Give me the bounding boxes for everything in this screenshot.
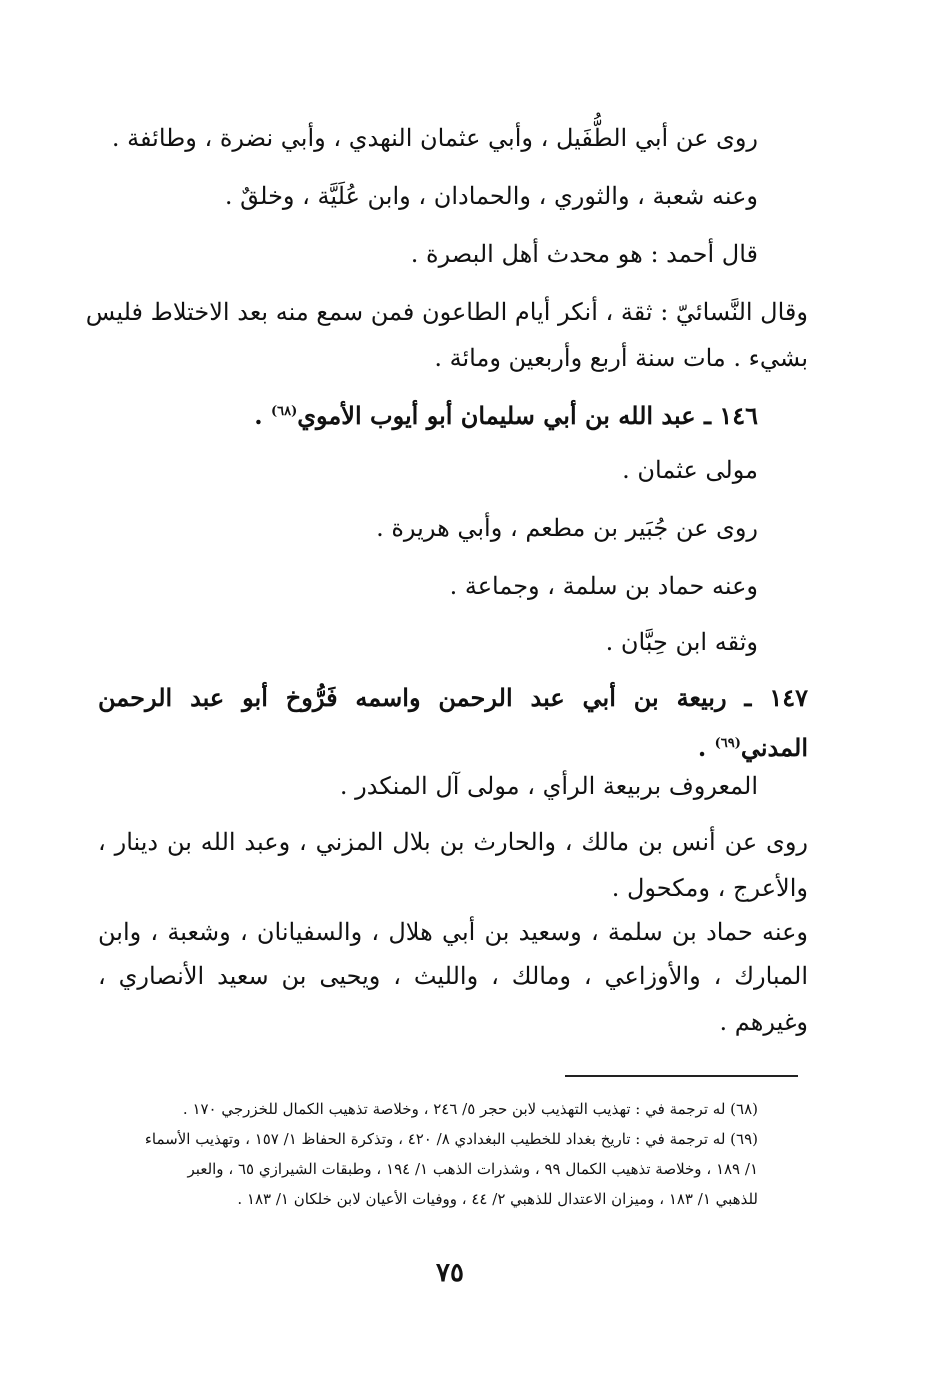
footnote-68: (٦٨) له ترجمة في : تهذيب التهذيب لابن حجر ٥/ ٢٤٦ ، وخلاصة تذهيب الكمال للخزرجي ١٧٠ . [182,1100,758,1118]
body-line: المبارك ، والأوزاعي ، ومالك ، والليث ، ويحيى بن سعيد الأنصاري ، [98,962,808,990]
footnote-ref-68: (٦٨) [270,404,298,419]
body-line: وعنه شعبة ، والثوري ، والحمادان ، وابن عُلَيَّة ، وخلقٌ . [224,182,758,210]
footnote-69-cont: للذهبي ١/ ١٨٣ ، وميزان الاعتدال للذهبي ٢/ ٤٤ ، ووفيات الأعيان لابن خلكان ١/ ١٨٣ . [237,1190,758,1208]
body-line: وقال النَّسائيّ : ثقة ، أنكر أيام الطاعون فمن سمع منه بعد الاختلاط فليس [85,298,808,326]
footnote-separator [565,1075,798,1077]
entry-146-heading [98,392,758,436]
footnote-69-cont: ١/ ١٨٩ ، وخلاصة تذهيب الكمال ٩٩ ، وشذرات الذهب ١/ ١٩٤ ، وطبقات الشيرازي ٦٥ ، والعبر [187,1160,758,1178]
entry-147-heading: ١٤٧ ـ ربيعة بن أبي عبد الرحمن واسمه فَرُّوخ أبو عبد الرحمن [98,683,808,712]
body-line: وثقه ابن حِبَّان . [605,628,758,656]
body-line: المعروف بربيعة الرأي ، مولى آل المنكدر . [339,772,758,800]
footnote-69: (٦٩) له ترجمة في : تاريخ بغداد للخطيب البغدادي ٨/ ٤٢٠ ، وتذكرة الحفاظ ١/ ١٥٧ ، وتهذيب الأسماء [144,1130,758,1148]
body-line: روى عن أبي الطُّفَيل ، وأبي عثمان النهدي ، وأبي نضرة ، وطائفة . [111,124,758,152]
body-line: روى عن جُبَير بن مطعم ، وأبي هريرة . [376,514,758,542]
body-line: وعنه حماد بن سلمة ، وجماعة . [449,572,758,600]
body-line: والأعرج ، ومكحول . [611,874,808,902]
body-line: وغيرهم . [719,1008,808,1036]
footnote-ref-69: (٦٩) [714,736,741,751]
body-line: بشيء . مات سنة أربع وأربعين ومائة . [434,344,808,372]
entry-146-title: ١٤٦ ـ عبد الله بن أبي سليمان أبو أيوب الأموي [297,401,758,430]
body-line: قال أحمد : هو محدث أهل البصرة . [410,240,758,268]
entry-147-end: . [697,733,715,762]
body-line: وعنه حماد بن سلمة ، وسعيد بن أبي هلال ، والسفيانان ، وشعبة ، وابن [98,918,808,946]
entry-146-end: . [254,401,271,430]
entry-147-heading-cont [98,724,808,768]
entry-147-nisba: المدني [740,733,808,762]
body-line: مولى عثمان . [622,456,758,484]
page-number: ٧٥ [436,1258,464,1288]
body-line: روى عن أنس بن مالك ، والحارث بن بلال المزني ، وعبد الله بن دينار ، [98,828,808,856]
